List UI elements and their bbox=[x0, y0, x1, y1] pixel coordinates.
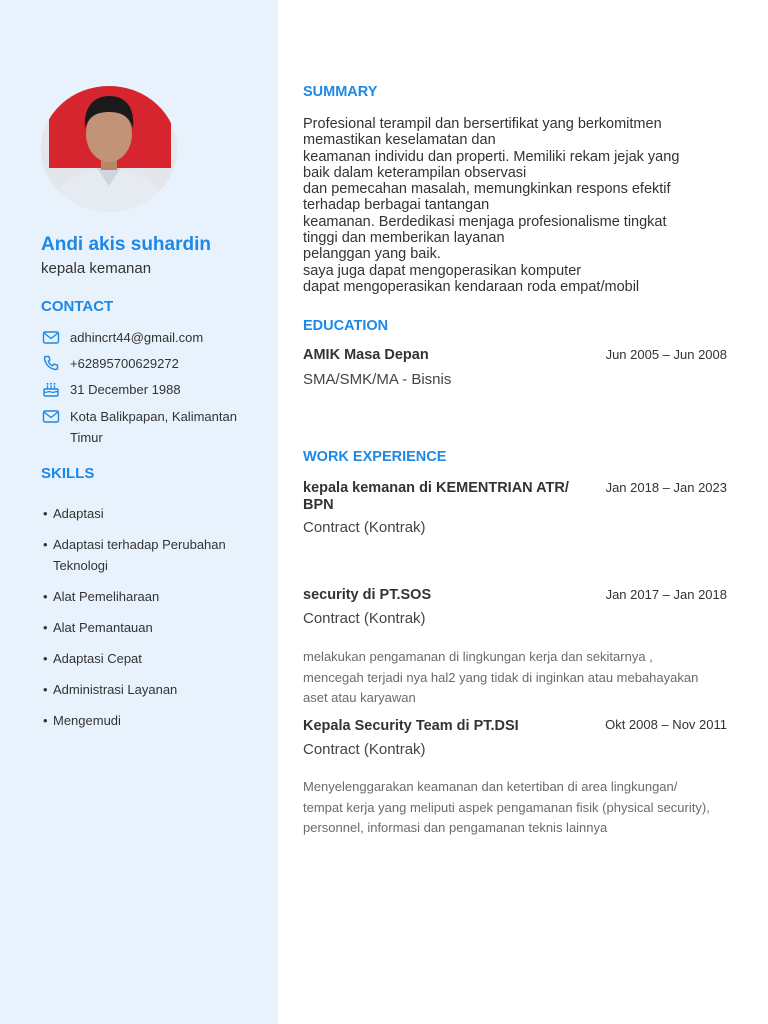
education-school: AMIK Masa Depan bbox=[303, 347, 429, 363]
avatar bbox=[41, 86, 177, 212]
job-title: Kepala Security Team di PT.DSI bbox=[303, 718, 519, 734]
job-date: Jan 2018 – Jan 2023 bbox=[605, 480, 727, 495]
job-description: melakukan pengamanan di lingkungan kerja dan sekitarnya , mencegah terjadi nya hal2 yang tidak di inginkan atau mebahayakan aset atau karyawan bbox=[303, 649, 699, 705]
education-date: Jun 2005 – Jun 2008 bbox=[605, 347, 727, 362]
profile-role: kepala kemanan bbox=[41, 260, 152, 277]
experience-heading: WORK EXPERIENCE bbox=[303, 449, 447, 465]
profile-name: Andi akis suhardin bbox=[41, 234, 211, 255]
contact-address bbox=[41, 406, 271, 448]
sidebar bbox=[0, 0, 278, 1024]
summary-heading: SUMMARY bbox=[303, 84, 378, 100]
contact-heading: CONTACT bbox=[41, 298, 114, 315]
job-title: kepala kemanan di KEMENTRIAN ATR/ BPN bbox=[303, 480, 569, 513]
education-heading: EDUCATION bbox=[303, 318, 389, 334]
skill-item: • Mengemudi bbox=[43, 713, 121, 728]
skill-item: • Alat Pemantauan bbox=[43, 620, 153, 635]
skill-item: • Adaptasi Cepat bbox=[43, 651, 142, 666]
contact-birthdate-text: 31 December 1988 bbox=[70, 382, 181, 397]
skill-item: • Adaptasi terhadap Perubahan Teknologi bbox=[43, 537, 226, 573]
skills-list bbox=[41, 503, 271, 741]
skills-heading: SKILLS bbox=[41, 465, 95, 482]
contact-address-text: Kota Balikpapan, Kalimantan Timur bbox=[70, 409, 237, 445]
skill-item: • Administrasi Layanan bbox=[43, 682, 178, 697]
job-title: security di PT.SOS bbox=[303, 587, 432, 603]
profile-photo bbox=[41, 86, 177, 212]
education-degree: SMA/SMK/MA - Bisnis bbox=[303, 371, 452, 388]
job-date: Okt 2008 – Nov 2011 bbox=[605, 717, 727, 732]
cake-icon bbox=[41, 379, 61, 399]
job-type: Contract (Kontrak) bbox=[303, 610, 426, 627]
contact-email-text: adhincrt44@gmail.com bbox=[70, 330, 204, 345]
job-type: Contract (Kontrak) bbox=[303, 741, 426, 758]
phone-icon bbox=[41, 353, 61, 373]
envelope-icon bbox=[41, 327, 61, 347]
summary-text: Profesional terampil dan bersertifikat yang berkomitmen memastikan keselamatan dan keamanan individu dan properti. Memiliki rekam jejak yang baik dalam keterampilan observasi dan pemecahan masalah, memungkinkan respons efektif terhadap berbagai tantangan keamanan. Berdedikasi menjaga profesionalisme tingkat tinggi dan memberikan layanan pelanggan yang baik. saya juga dapat mengoperasikan komputer dapat mengoperasikan kendaraan roda empat/mobil bbox=[303, 116, 680, 295]
contact-birthdate bbox=[41, 379, 271, 400]
contact-email[interactable] bbox=[41, 327, 271, 348]
job-type: Contract (Kontrak) bbox=[303, 519, 426, 536]
contact-phone-text: +62895700629272 bbox=[70, 356, 179, 371]
skill-item: • Adaptasi bbox=[43, 506, 104, 521]
envelope-icon bbox=[41, 406, 61, 426]
contact-phone[interactable] bbox=[41, 353, 271, 374]
skill-item: • Alat Pemeliharaan bbox=[43, 589, 160, 604]
job-date: Jan 2017 – Jan 2018 bbox=[605, 587, 727, 602]
job-description: Menyelenggarakan keamanan dan ketertiban di area lingkungan/ tempat kerja yang meliputi aspek pengamanan fisik (physical security), personnel, informasi dan pengamanan teknis lainnya bbox=[303, 779, 710, 835]
